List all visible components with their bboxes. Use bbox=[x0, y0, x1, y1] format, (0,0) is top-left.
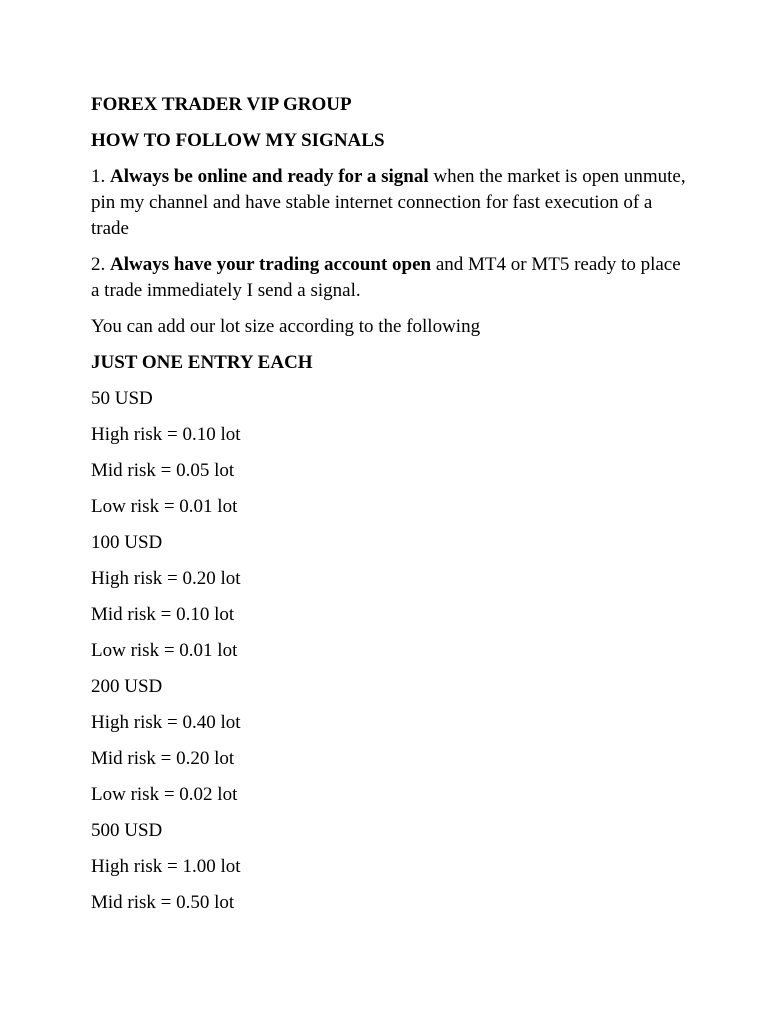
entry-heading: JUST ONE ENTRY EACH bbox=[91, 352, 313, 373]
step-1 bbox=[91, 164, 691, 242]
tier-50-high: High risk = 0.10 lot bbox=[91, 424, 241, 445]
tier-200-amount: 200 USD bbox=[91, 676, 163, 697]
document-subtitle: HOW TO FOLLOW MY SIGNALS bbox=[91, 130, 385, 151]
tier-50-amount: 50 USD bbox=[91, 388, 153, 409]
step-2-number: 2. bbox=[91, 254, 106, 275]
step-2-rest: and MT4 or MT5 ready to place a trade immediately I send a signal. bbox=[91, 254, 681, 301]
tier-500-high: High risk = 1.00 lot bbox=[91, 856, 241, 877]
step-1-bold: Always be online and ready for a signal bbox=[110, 166, 429, 187]
tier-200-low: Low risk = 0.02 lot bbox=[91, 784, 238, 805]
tier-50-mid: Mid risk = 0.05 lot bbox=[91, 460, 235, 481]
tier-200-high: High risk = 0.40 lot bbox=[91, 712, 241, 733]
tier-500-amount: 500 USD bbox=[91, 820, 163, 841]
step-2-bold: Always have your trading account open bbox=[110, 254, 432, 275]
tier-100-high: High risk = 0.20 lot bbox=[91, 568, 241, 589]
lot-intro: You can add our lot size according to the following bbox=[91, 316, 481, 337]
document-title: FOREX TRADER VIP GROUP bbox=[91, 94, 352, 115]
tier-200-mid: Mid risk = 0.20 lot bbox=[91, 748, 235, 769]
step-2 bbox=[91, 252, 691, 304]
step-1-rest: when the market is open unmute, pin my channel and have stable internet connection for fast execution of a trade bbox=[91, 166, 686, 239]
tier-100-low: Low risk = 0.01 lot bbox=[91, 640, 238, 661]
tier-100-mid: Mid risk = 0.10 lot bbox=[91, 604, 235, 625]
tier-500-mid: Mid risk = 0.50 lot bbox=[91, 892, 235, 913]
tier-50-low: Low risk = 0.01 lot bbox=[91, 496, 238, 517]
tier-100-amount: 100 USD bbox=[91, 532, 163, 553]
step-1-number: 1. bbox=[91, 166, 106, 187]
document-page bbox=[91, 92, 691, 926]
